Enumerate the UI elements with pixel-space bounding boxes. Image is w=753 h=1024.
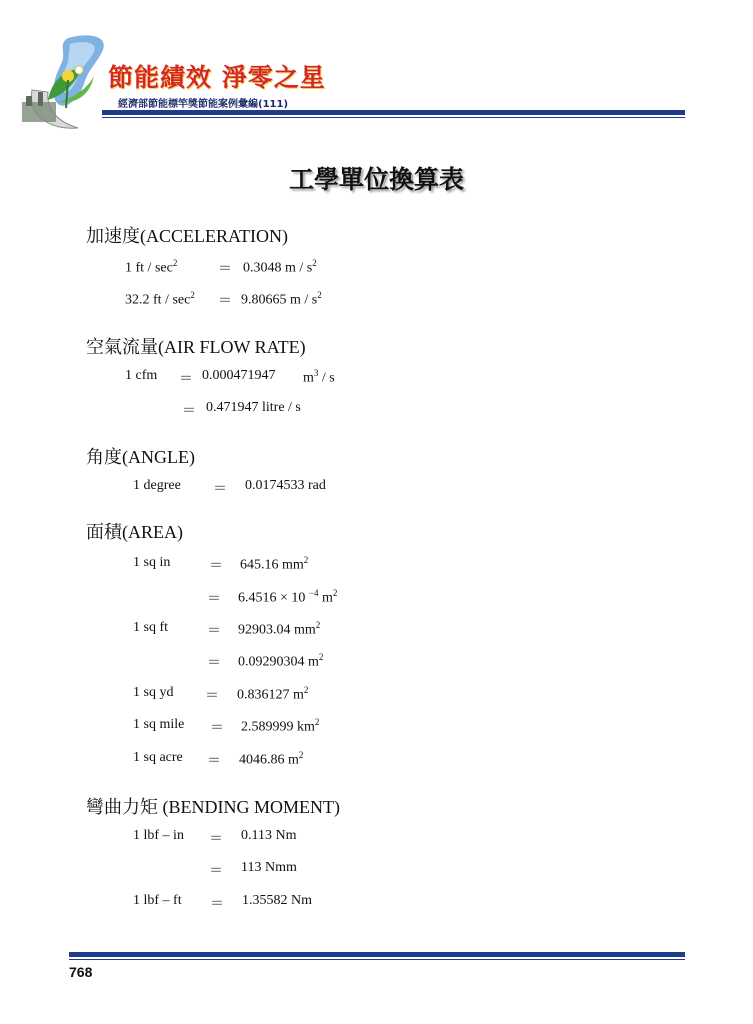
row-rhs: 4046.86 m [239, 752, 299, 768]
row-lhs: 1 sq in [133, 555, 171, 570]
row-rhs-sup: 2 [298, 750, 304, 760]
row-lhs: 1 lbf – ft [133, 893, 182, 908]
row-rhs: 2.589999 km [241, 719, 315, 735]
row-rhs-exp: −4 [308, 588, 319, 598]
footer-divider-thin [69, 959, 685, 960]
row-rhs: 0.113 Nm [241, 828, 297, 843]
conversion-row-rhs [238, 620, 320, 639]
row-rhs-unit: m [303, 370, 314, 386]
header-divider-thin [102, 117, 685, 118]
conversion-row-rhs [238, 652, 323, 671]
conversion-row-rhs [237, 685, 308, 704]
row-rhs-unit: m [318, 590, 333, 606]
section-heading-bending-moment: 彎曲力矩 (BENDING MOMENT) [86, 797, 340, 817]
row-rhs-sup: 2 [332, 588, 338, 598]
row-rhs-sup: 2 [314, 717, 320, 727]
conversion-row [125, 258, 177, 277]
row-rhs-sup: 3 [313, 368, 319, 378]
conversion-row-rhs [243, 258, 317, 277]
row-rhs: 645.16 mm [240, 557, 304, 573]
footer-divider [69, 952, 685, 957]
page-header [0, 0, 753, 140]
row-rhs-tail: / s [318, 370, 335, 386]
equals-sign: ＝ [207, 623, 221, 639]
conversion-row-rhs [240, 555, 308, 574]
equals-sign: ＝ [207, 753, 221, 769]
brand-subtitle: 經濟部節能標竿獎節能案例彙編(111) [118, 99, 289, 110]
page-title: 工學單位換算表 [288, 165, 464, 194]
equals-sign: ＝ [182, 403, 196, 419]
equals-sign: ＝ [209, 863, 223, 879]
row-rhs: 0.3048 m / s [243, 260, 313, 276]
row-rhs-sup: 2 [317, 290, 322, 300]
header-divider [102, 110, 685, 115]
section-heading-airflow: 空氣流量(AIR FLOW RATE) [86, 337, 306, 357]
equals-sign: ＝ [213, 481, 227, 497]
section-heading-area: 面積(AREA) [86, 522, 183, 542]
conversion-row [125, 290, 195, 309]
row-lhs: 1 lbf – in [133, 828, 184, 843]
equals-sign: ＝ [209, 558, 223, 574]
row-rhs: 92903.04 mm [238, 622, 316, 638]
row-lhs: 1 degree [133, 478, 181, 493]
row-rhs: 0.000471947 [202, 368, 276, 383]
row-rhs-sup: 2 [315, 620, 321, 630]
conversion-row-rhs [241, 290, 322, 309]
row-rhs-sup: 2 [318, 652, 324, 662]
row-lhs: 1 sq ft [133, 620, 168, 635]
row-rhs: 9.80665 m / s [241, 292, 318, 308]
equals-sign: ＝ [207, 655, 221, 671]
row-lhs: 1 ft / sec [125, 260, 173, 276]
row-lhs: 1 sq mile [133, 717, 185, 732]
conversion-row-rhs [238, 588, 337, 607]
row-rhs: 113 Nmm [241, 860, 297, 875]
row-rhs-sup: 2 [312, 258, 317, 268]
row-lhs: 1 sq yd [133, 685, 174, 700]
section-heading-acceleration: 加速度(ACCELERATION) [86, 226, 288, 246]
row-lhs: 1 sq acre [133, 750, 183, 765]
equals-sign: ＝ [210, 896, 224, 912]
conversion-row-rhs [241, 717, 319, 736]
equals-sign: ＝ [207, 591, 221, 607]
row-rhs: 0.836127 m [237, 687, 304, 703]
row-lhs-sup: 2 [190, 290, 195, 300]
row-rhs-sup: 2 [303, 555, 309, 565]
conversion-row-rhs [239, 750, 303, 769]
row-rhs: 6.4516 × 10 [238, 590, 309, 606]
row-lhs-sup: 2 [172, 258, 178, 268]
row-rhs: 0.09290304 m [238, 654, 319, 670]
row-rhs: 0.471947 litre / s [206, 400, 301, 415]
row-rhs: 1.35582 Nm [242, 893, 312, 908]
page-number: 768 [69, 964, 93, 980]
equals-sign: ＝ [179, 371, 193, 387]
row-lhs: 1 cfm [125, 368, 158, 383]
equals-sign: ＝ [218, 261, 232, 277]
conversion-row-unit [303, 368, 335, 387]
section-heading-angle: 角度(ANGLE) [86, 447, 195, 467]
row-lhs: 32.2 ft / sec [125, 292, 191, 308]
row-rhs: 0.0174533 rad [245, 478, 326, 493]
equals-sign: ＝ [210, 720, 224, 736]
equals-sign: ＝ [209, 831, 223, 847]
equals-sign: ＝ [218, 293, 232, 309]
brand-title: 節能績效 淨零之星 [108, 63, 326, 92]
row-rhs-sup: 2 [303, 685, 309, 695]
equals-sign: ＝ [205, 688, 219, 704]
